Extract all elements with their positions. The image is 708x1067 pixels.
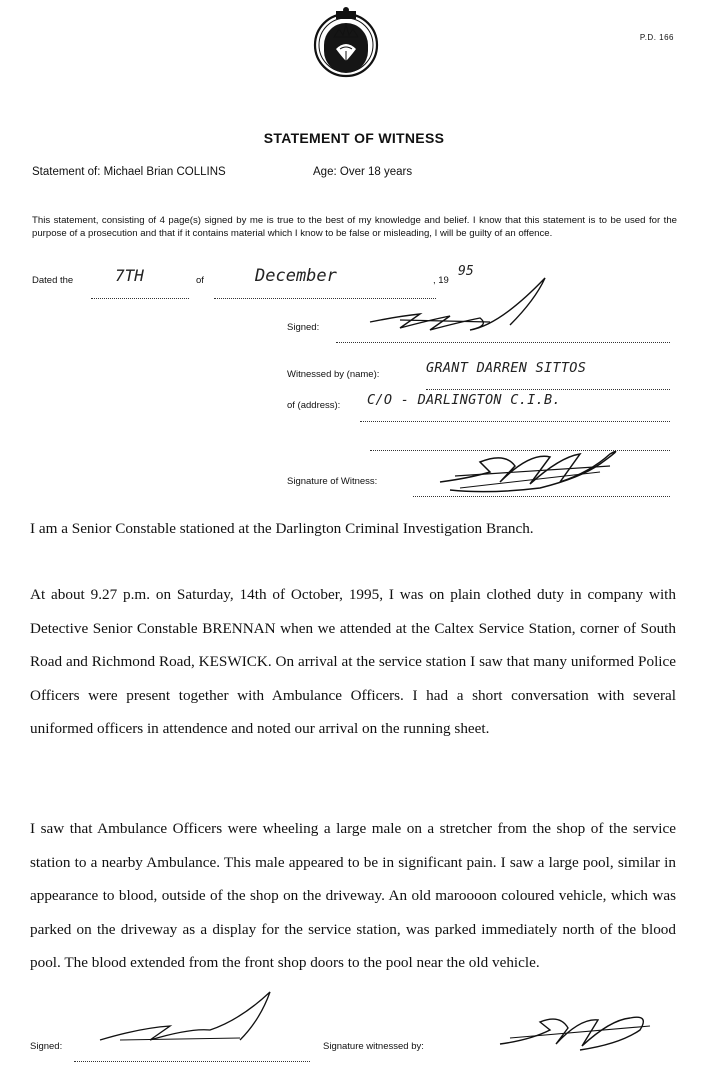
address-value: C/O - DARLINGTON C.I.B. bbox=[367, 392, 561, 408]
dated-day: 7TH bbox=[115, 266, 144, 285]
declaration: This statement, consisting of 4 page(s) signed by me is true to the best of my knowledge and belief. I know that this statement is to be used for the purpose of a prosecution and that if it contains material which I know to be false or misleading, I will be guilty of an offence. bbox=[32, 215, 677, 239]
statement-of-label: Statement of: bbox=[32, 166, 101, 178]
dated-label: Dated the bbox=[32, 275, 74, 286]
witnessed-by-value: GRANT DARREN SITTOS bbox=[426, 360, 587, 376]
dated-year-prefix: , 19 bbox=[433, 275, 449, 286]
age bbox=[313, 166, 412, 178]
witnessed-by-label: Witnessed by (name): bbox=[287, 369, 380, 380]
footer-signed-label: Signed: bbox=[30, 1041, 63, 1052]
footer-witness-signature-icon bbox=[490, 1010, 665, 1052]
paragraph-2-text: At about 9.27 p.m. on Saturday, 14th of October, 1995, I was on plain clothed duty in company with Detective Senior Constable BRENNAN when we attended at the Caltex Service Station, corner of South Road and Richmond Road, KESWICK. On arrival at the service station I saw that many uniformed Police Officers were present together with Ambulance Officers. I had a short conversation with several uniformed officers in attendence and noted our arrival on the running sheet. bbox=[30, 586, 676, 738]
age-value: Over 18 years bbox=[339, 166, 413, 178]
paragraph-1-text: I am a Senior Constable stationed at the Darlington Criminal Investigation Branch. bbox=[30, 520, 534, 537]
page-title: STATEMENT OF WITNESS bbox=[263, 130, 445, 146]
age-label: Age: bbox=[313, 166, 337, 178]
signed-label: Signed: bbox=[287, 322, 320, 333]
footer-signature-icon bbox=[90, 990, 290, 1052]
signature-of-witness-label: Signature of Witness: bbox=[287, 476, 378, 487]
address-line bbox=[360, 409, 670, 427]
government-crest-icon bbox=[306, 5, 386, 79]
dated-of-label: of bbox=[196, 275, 204, 286]
paragraph-3 bbox=[30, 812, 676, 980]
dated-day-line bbox=[91, 286, 189, 304]
signature-icon bbox=[360, 270, 560, 340]
paragraph-2 bbox=[30, 578, 676, 746]
paragraph-1 bbox=[30, 512, 676, 546]
paragraph-3-text: I saw that Ambulance Officers were wheeling a large male on a stretcher from the shop of the service station to a nearby Ambulance. This male appeared to be in significant pain. I saw a large pool, similar in appearance to blood, outside of the shop on the driveway. An old maroooon coloured vehicle, which was parked on the driveway as a display for the service station, was parked immediately north of the blood pool. The blood extended from the front shop doors to the pool near the old vehicle. bbox=[30, 820, 676, 972]
form-number: P.D. 166 bbox=[639, 33, 674, 42]
dated-month: December bbox=[255, 266, 337, 286]
witness-name: Michael Brian COLLINS bbox=[103, 166, 226, 178]
footer-signature-witnessed-label: Signature witnessed by: bbox=[323, 1041, 424, 1052]
dated-year-suffix: 95 bbox=[458, 264, 474, 279]
statement-of bbox=[32, 166, 226, 178]
address-label: of (address): bbox=[287, 400, 341, 411]
witness-signature-icon bbox=[420, 432, 635, 498]
